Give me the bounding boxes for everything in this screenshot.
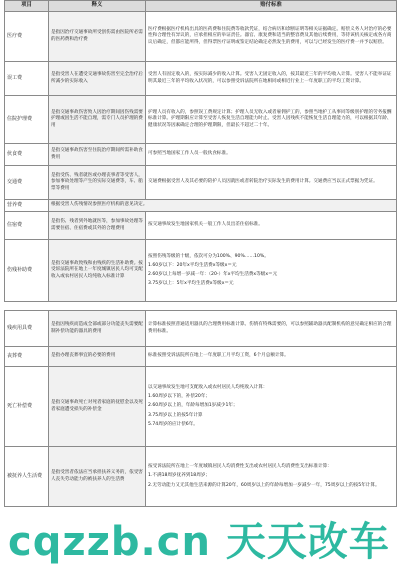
item-cell: 残疾用具费 [5,311,49,347]
standard-line: 3.75周岁以上的按5年计算 [148,412,203,418]
item-cell: 误工费 [5,62,49,96]
definition-cell: 是指交通事故死亡对死者家庭的抚慰金以及死者家庭遭受损失的补偿金 [49,367,146,447]
standard-line: 2.无劳动能力又无其他生活来源的计算20年，60周岁以上的年龄每增加一岁减少一年，75周岁以上的按5年计算。 [148,482,380,488]
standard-cell: 受害人有固定收入的，按实际减少的收入计算。受害人无固定收入的，按其最近三年的平均收入计算。受害人不能举证证明其最近三年的平均收入状况的，可以参照受诉法院所在地相同或相近行业上一年度职工的平均工资计算。 [146,62,397,96]
table-row [5,367,397,447]
definition-cell: 是指交通事故致残和由残疾的生活补助费。按受诉法院所在地上一年度城镇居民人均可支配收入或农村居民人均纯收入标准计算 [49,240,146,302]
item-cell: 死亡补偿费 [5,367,49,447]
standard-cell: 医疗费根据医疗机构出具的医药费和住院费等收款凭证，结合病历和诊断证明等相关证据确定。赔偿义务人对治疗的必要性和合理性有异议的，应承担相应的举证责任。器官、康复费和适当的整容费及其他后续费用，等待该机关核定或各方商议后确定，但都应能所得，但得票医疗证明或鉴定结论确定必然发生的费用，可以与已经发生的医疗费一并予以赔偿。 [146,12,397,62]
definition-cell: 是指伤、残者到外地就医等，参加事故处理等需要住宿、住宿费或其外的合理费用 [49,212,146,240]
standard-line: 1.60岁以下：20年x平均生活费x等级x＝元 [148,262,237,268]
standard-cell: 交通费根据受害人及其必要的陪护人员因就医或者转院治疗实际发生的费用计算。交通费应当以正式票据为凭证。 [146,166,397,200]
standard-cell: 护理人员有收入的，参照误工费规定计算；护理人员无收入或者雇佣护工的，参照当地护工从事同等级别护理的劳务报酬标准计算。护理期限应计算至受害人恢复生活自理能力时止。受害人因残疾不能恢复生活自理能力的，可以根据其年龄、健康状况等因素确定合理的护理期限，但最长不超过二十年。 [146,96,397,144]
table-row [5,62,397,96]
table-row [5,166,397,200]
standard-cell: 标准按照受诉法院所在地上一年度职工月平均工资，6个月总额计算。 [146,347,397,367]
standard-line: 以交通事故发生地可支配收入或农村居民人均纯收入计算： [148,384,268,390]
definition-cell: 根据受害人伤残情况参照医疗机构的意见决定。 [49,200,397,212]
table-row [5,12,397,62]
standard-line: 按受诉法院所在地上一年度城镇居民人均消费性支出或农村居民人均消费性支出标准计算： [148,464,332,470]
standard-line: 1.60周岁以下的，补偿20年； [148,394,211,400]
compensation-table-part-2 [4,310,397,507]
item-cell: 丧葬费 [5,347,49,367]
site-watermark: cqzzb.cn 天天改车 [8,519,390,565]
item-cell: 住院护理费 [5,96,49,144]
table-row [5,96,397,144]
standard-line: 2.60周岁以上的，年龄每增加1岁减少1年； [148,403,238,409]
item-cell: 交通费 [5,166,49,200]
table-gap [0,302,400,310]
table-row [5,144,397,166]
table-row [5,447,397,507]
standard-cell: 可参照当地国家工作人员一般伙食标准。 [146,144,397,166]
definition-cell: 是指受害人在遭受交通事故伤害至完全治疗后所减少的实际收入 [49,62,146,96]
standard-cell: 计算标准按照普通适用器具的合理费用标准计算。伤情有特殊需要的，可以参照辅助器具配制机构的意见确定相应的合理费用标准。 [146,311,397,347]
definition-cell: 是指受伤、残者就医或办理丧事者等受害人，参加事故处理等产生的实际交通费等，车、船票等费用 [49,166,146,200]
standard-line: 2.60岁以上每增一岁减一年：（20-）年x平均生活费x等级x＝元 [148,272,278,278]
header-standard: 赔付标准 [146,1,397,12]
item-cell: 伤残补助费 [5,240,49,302]
table-row [5,347,397,367]
standard-line: 5.74周岁的应计偿6年。 [148,421,198,427]
table-row [5,200,397,212]
table-header-row [5,1,397,12]
standard-cell [146,240,397,302]
standard-cell [146,447,397,507]
definition-cell: 是指受害者依法应当承担扶养义务的，依受害人丧失劳动能力的被扶养人的生活费 [49,447,146,507]
definition-cell: 是指交通事故伤害致人因治疗期间因伤残需要护理或因生活不能自理，需专门人员护理的费用 [49,96,146,144]
definition-cell: 是指办理丧葬事宜的必要的费用 [49,347,146,367]
standard-cell: 按交通事故发生地国家机关一般工作人员出差住宿标准。 [146,212,397,240]
definition-cell: 是指因残疾而造成全部或部分功能丧失需要配制补偿功能的器具的费用 [49,311,146,347]
standard-cell [146,367,397,447]
item-cell: 住宿费 [5,212,49,240]
table-row [5,240,397,302]
table-row [5,212,397,240]
item-cell: 被抚养人生活费 [5,447,49,507]
standard-line: 3.75岁以上：5年x平均生活费x等级x＝元 [148,281,234,287]
item-cell: 医疗费 [5,12,49,62]
item-cell: 伙食费 [5,144,49,166]
definition-cell: 是指交通事故伤害至住院治疗期间所需补助食费用 [49,144,146,166]
item-cell: 营养费 [5,200,49,212]
header-item: 项目 [5,1,49,12]
standard-line: 1.不满18周岁抚养到18周岁； [148,473,211,479]
header-definition: 释义 [49,1,146,12]
standard-line: 按照伤残等级的十级，依次可分为100%、90%……10%。 [148,253,269,259]
table-row [5,311,397,347]
compensation-table-part-1 [4,0,397,302]
definition-cell: 是指因治疗交通事故所受创伤需由医院所必需的医药费和治疗费 [49,12,146,62]
